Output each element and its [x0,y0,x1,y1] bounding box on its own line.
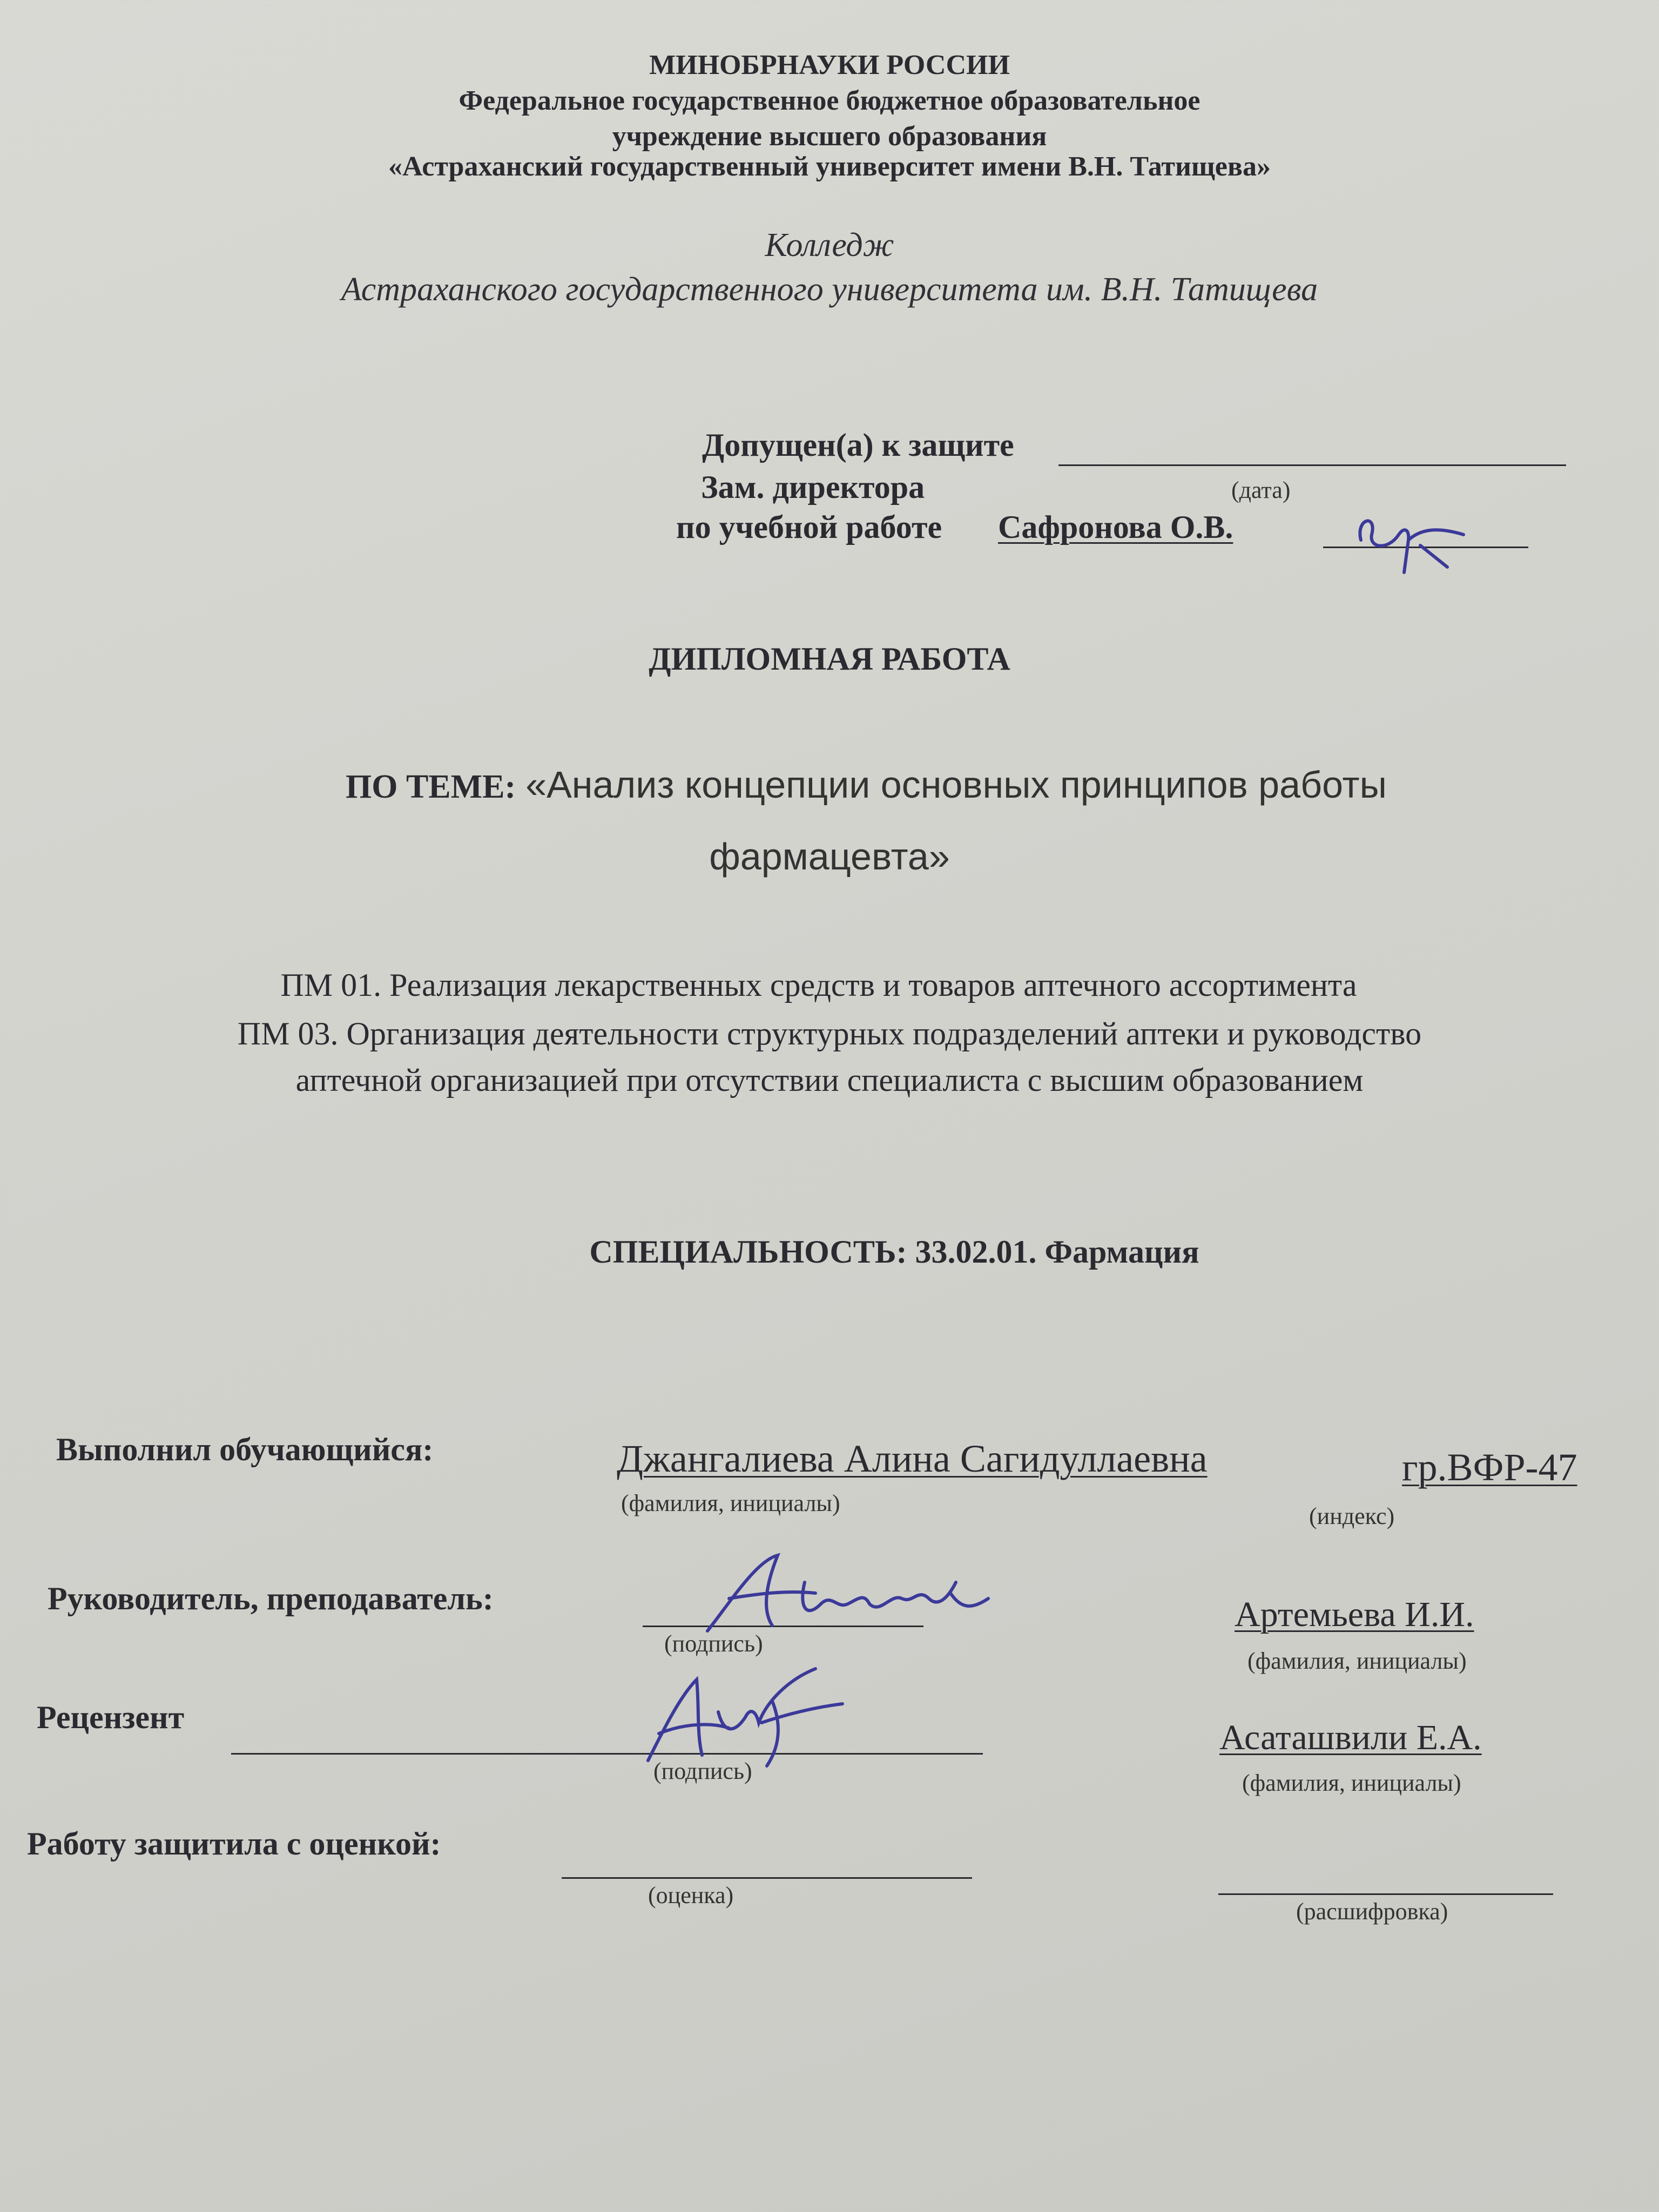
supervisor-name-hint: (фамилия, инициалы) [1247,1648,1467,1674]
student-name: Джангалиева Алина Сагидуллаевна [617,1437,1208,1480]
college-title: Колледж [765,227,894,264]
university-name: «Астраханский государственный университет имени В.Н. Татищева» [388,151,1271,182]
module-03-line2: аптечной организацией при отсутствии специалиста с высшим образованием [295,1062,1364,1098]
topic-line1 [346,763,1387,807]
deputy-name: Сафронова О.В. [998,509,1233,545]
specialty: СПЕЦИАЛЬНОСТЬ: 33.02.01. Фармация [589,1234,1199,1270]
ministry-heading: МИНОБРНАУКИ РОССИИ [649,50,1010,80]
grade-line [562,1877,972,1879]
decode-hint: (расшифровка) [1296,1898,1448,1925]
reviewer-sign-hint: (подпись) [653,1758,752,1784]
college-university: Астраханского государственного университета им. В.Н. Татищева [341,271,1318,308]
grade-hint: (оценка) [648,1882,734,1908]
admitted-label: Допущен(а) к защите [702,427,1014,463]
reviewer-signature-line [231,1753,983,1755]
admission-date-line [1058,464,1566,466]
deputy-label: Зам. директора [701,469,925,505]
student-label: Выполнил обучающийся: [56,1432,434,1467]
supervisor-name: Артемьева И.И. [1235,1595,1474,1634]
institution-level: учреждение высшего образования [612,121,1047,152]
date-hint: (дата) [1231,477,1291,503]
deputy-signature [1339,497,1480,583]
reviewer-signature [637,1653,853,1771]
document-title: ДИПЛОМНАЯ РАБОТА [649,641,1010,677]
topic-text-line1: «Анализ концепции основных принципов работы [525,764,1387,806]
academic-label: по учебной работе [676,509,942,545]
topic-label: ПО ТЕМЕ: [346,768,516,805]
supervisor-label: Руководитель, преподаватель: [48,1581,494,1616]
group-hint: (индекс) [1309,1503,1395,1529]
topic-text-line2: фармацевта» [709,835,950,878]
supervisor-sign-hint: (подпись) [664,1630,763,1657]
reviewer-name: Асаташвили Е.А. [1219,1718,1482,1757]
reviewer-name-hint: (фамилия, инициалы) [1242,1770,1461,1796]
institution-type: Федеральное государственное бюджетное образовательное [458,85,1201,116]
module-01: ПМ 01. Реализация лекарственных средств и товаров аптечного ассортимента [280,967,1357,1003]
student-group: гр.ВФР-47 [1402,1446,1577,1489]
reviewer-label: Рецензент [37,1700,185,1735]
defense-label: Работу защитила с оценкой: [27,1826,441,1862]
module-03-line1: ПМ 03. Организация деятельности структурных подразделений аптеки и руководство [237,1016,1422,1051]
student-name-hint: (фамилия, инициалы) [621,1490,840,1516]
decode-line [1218,1893,1553,1895]
